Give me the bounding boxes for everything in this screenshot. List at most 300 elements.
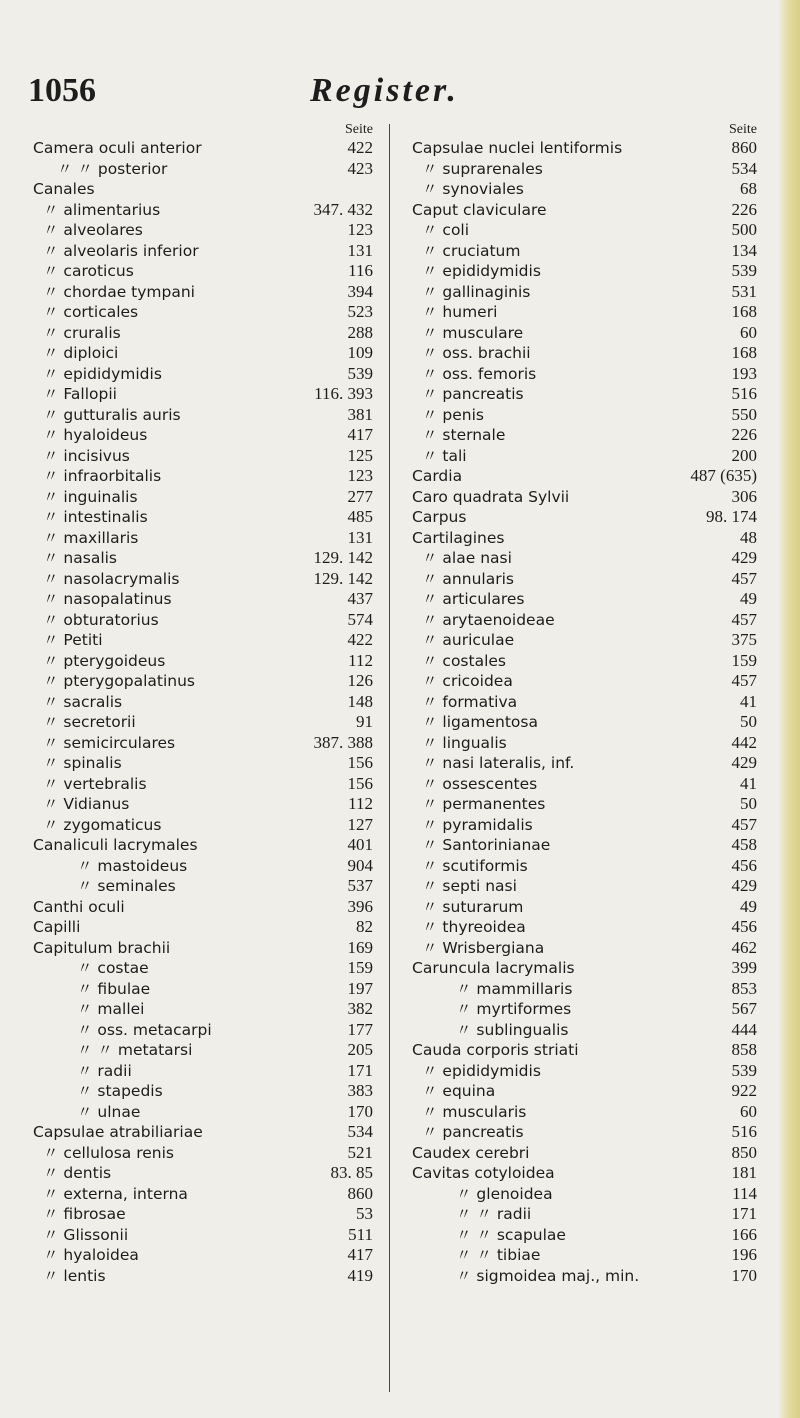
page-reference: 383 [347,1081,373,1100]
index-term: 〃 glenoidea [456,1184,553,1203]
page-reference: 537 [347,876,373,895]
index-term: 〃 pancreatis [422,385,524,403]
index-entry [33,1163,373,1184]
page-reference: 60 [740,322,757,342]
index-entry [412,651,757,672]
index-entry [33,323,373,344]
right-index-column [412,122,757,1286]
index-entry [412,159,757,180]
index-entry [33,220,373,241]
index-term: 〃 pancreatis [422,1123,524,1141]
index-entry [33,1102,373,1123]
index-entry [412,815,757,836]
index-term: 〃 costae [77,959,149,977]
index-term: 〃 pterygopalatinus [43,672,195,690]
index-term: 〃 myrtiformes [456,1000,572,1018]
index-entry [412,507,757,528]
index-entry [412,999,757,1020]
page-reference: 131 [347,527,373,547]
index-entry [33,876,373,897]
page-reference: 381 [347,404,373,424]
index-entry [33,610,373,631]
page-reference: 129. 142 [313,568,373,588]
index-entry [412,138,757,159]
index-term: Caudex cerebri [412,1143,530,1162]
page-reference: 82 [356,917,373,936]
index-term: 〃 cellulosa renis [43,1143,174,1162]
index-term: 〃 semicirculares [43,733,176,752]
index-term: Capitulum brachii [33,938,171,957]
page-reference: 485 [347,507,373,526]
page-header [28,72,768,112]
index-entry [412,630,757,651]
page-reference: 534 [347,1122,373,1141]
right-entries [412,138,757,1286]
index-entry [412,302,757,323]
index-entry [33,917,373,938]
index-entry [33,712,373,733]
index-entry [412,856,757,877]
page-reference: 166 [731,1224,757,1244]
page-reference: 539 [731,1060,757,1080]
index-term: 〃 fibulae [77,979,151,998]
index-entry [33,630,373,651]
index-term: 〃 nasalis [43,549,118,567]
index-entry [33,138,373,159]
page-reference: 429 [731,876,757,895]
index-term: Cartilagines [412,528,505,547]
index-entry [412,425,757,446]
page-reference: 109 [347,343,373,362]
page-reference: 394 [347,281,373,301]
index-term: 〃 costales [422,651,507,670]
index-entry [412,692,757,713]
page-reference: 442 [731,732,757,752]
page-reference: 134 [731,240,757,260]
index-term: 〃 Fallopii [43,385,117,403]
page-reference: 171 [347,1060,373,1080]
page-reference: 159 [731,650,757,670]
left-entries [33,138,373,1286]
index-term: 〃 infraorbitalis [43,467,162,485]
index-term: 〃 mammillaris [456,979,573,998]
index-entry [412,589,757,610]
page-reference: 521 [347,1142,373,1162]
index-entry [33,241,373,262]
page-reference: 49 [740,896,757,916]
index-term: 〃 humeri [422,303,498,321]
page-reference: 170 [347,1101,373,1121]
index-entry [412,466,757,487]
index-term: 〃 secretorii [43,713,136,731]
index-term: 〃 coli [422,221,470,239]
index-term: 〃 suprarenales [422,159,543,178]
page-reference: 170 [731,1265,757,1285]
page-reference: 401 [347,835,373,854]
index-entry [412,774,757,795]
page-reference: 168 [731,302,757,321]
index-term: Camera oculi anterior [33,139,202,157]
index-entry [412,835,757,856]
index-entry [412,446,757,467]
page-reference: 853 [731,978,757,998]
index-term: 〃 seminales [77,877,176,895]
index-entry [412,1225,757,1246]
index-entry [33,159,373,180]
page-reference: 159 [347,958,373,977]
page-reference: 860 [731,138,757,157]
index-term: 〃 pterygoideus [43,651,166,670]
index-term: 〃 penis [422,405,485,424]
index-term: 〃 sublingualis [456,1020,569,1039]
page-reference: 457 [731,814,757,834]
index-entry [33,405,373,426]
index-entry [412,261,757,282]
index-term: 〃 dentis [43,1164,112,1182]
index-entry [412,323,757,344]
index-entry [412,712,757,733]
index-term: 〃 oss. metacarpi [77,1020,212,1039]
page-reference: 156 [347,773,373,793]
page-reference: 500 [731,220,757,239]
index-term: 〃 oss. femoris [422,364,537,383]
index-entry [412,241,757,262]
index-term: 〃 nasopalatinus [43,590,172,608]
index-entry [33,507,373,528]
page-reference: 422 [347,138,373,157]
index-term: 〃 formativa [422,692,518,711]
index-term: 〃 zygomaticus [43,815,162,834]
page-reference: 306 [731,486,757,506]
page-reference: 457 [731,609,757,629]
index-entry [412,1102,757,1123]
page-reference: 437 [347,589,373,608]
index-entry [33,1204,373,1225]
page-reference: 129. 142 [313,548,373,567]
index-term: Canaliculi lacrymales [33,836,198,854]
page-reference: 539 [731,261,757,280]
index-entry [412,1163,757,1184]
index-entry [33,261,373,282]
page-reference: 462 [731,937,757,957]
index-term: Caput claviculare [412,200,547,219]
index-term: 〃 Vidianus [43,795,130,813]
index-entry [33,1266,373,1287]
page-reference: 858 [731,1040,757,1059]
index-entry [33,815,373,836]
index-entry [33,1020,373,1041]
index-entry [412,1245,757,1266]
page-reference: 387. 388 [313,732,373,752]
index-term: 〃 spinalis [43,754,122,772]
page-reference: 457 [731,671,757,690]
page-reference: 567 [731,999,757,1018]
index-entry [33,938,373,959]
page-reference: 131 [347,240,373,260]
index-entry [33,794,373,815]
index-entry [412,1266,757,1287]
index-term: 〃 sacralis [43,692,123,711]
index-term: Cardia [412,467,463,485]
index-term: 〃 〃 metatarsi [77,1041,193,1059]
index-entry [412,200,757,221]
index-term: 〃 suturarum [422,897,524,916]
page-reference: 417 [347,425,373,444]
index-term: 〃 mastoideus [77,856,188,875]
index-entry [33,589,373,610]
index-term: 〃 epididymidis [422,262,541,280]
index-term: 〃 lingualis [422,733,507,752]
index-term: Capsulae nuclei lentiformis [412,139,623,157]
index-term: 〃 alimentarius [43,200,161,219]
index-term: Canthi oculi [33,897,125,916]
index-term: 〃 ossescentes [422,774,538,793]
page-reference: 288 [347,322,373,342]
index-entry [33,200,373,221]
page-reference: 193 [731,363,757,383]
index-entry [412,569,757,590]
index-entry [33,692,373,713]
index-entry [412,487,757,508]
index-entry [412,1020,757,1041]
index-term: 〃 oss. brachii [422,344,531,362]
page-reference: 114 [732,1183,757,1203]
index-term: 〃 auriculae [422,631,515,649]
index-entry [33,1184,373,1205]
page-reference: 539 [347,363,373,383]
page-reference: 419 [347,1265,373,1285]
page-reference: 48 [740,527,757,547]
page-reference: 399 [731,958,757,977]
index-entry [33,979,373,1000]
index-term: Caro quadrata Sylvii [412,487,570,506]
index-entry [412,794,757,815]
index-term: Capsulae atrabiliariae [33,1123,203,1141]
page-reference: 574 [347,609,373,629]
index-entry [412,179,757,200]
index-term: 〃 mallei [77,1000,145,1018]
page-reference: 516 [731,1122,757,1141]
page-reference: 417 [347,1245,373,1264]
running-title: Register. [310,72,459,109]
page-reference: 523 [347,302,373,321]
page-reference: 550 [731,404,757,424]
index-term: 〃 〃 radii [456,1205,532,1223]
page-reference: 531 [731,281,757,301]
index-entry [33,384,373,405]
page-reference: 91 [356,712,373,731]
index-term: 〃 gutturalis auris [43,405,181,424]
page-reference: 196 [731,1245,757,1264]
index-term: 〃 muscularis [422,1102,527,1121]
page-reference: 904 [347,855,373,875]
index-term: Carpus [412,508,467,526]
index-entry [33,835,373,856]
index-entry [33,528,373,549]
page-reference: 126 [347,671,373,690]
column-divider [389,124,390,1392]
page-reference: 850 [731,1142,757,1162]
index-term: 〃 articulares [422,590,525,608]
index-term: 〃 stapedis [77,1082,163,1100]
index-entry [33,1143,373,1164]
index-term: 〃 hyaloideus [43,426,148,444]
index-entry [412,384,757,405]
page-reference: 125 [347,445,373,465]
index-entry [412,938,757,959]
index-term: Canales [33,180,95,198]
index-term: 〃 equina [422,1082,496,1100]
index-entry [412,733,757,754]
index-term: 〃 pyramidalis [422,815,533,834]
index-term: 〃 gallinaginis [422,282,531,301]
index-entry [33,958,373,979]
index-term: 〃 radii [77,1061,132,1080]
index-entry [33,999,373,1020]
page-reference: 156 [347,753,373,772]
index-term: 〃 externa, interna [43,1184,188,1203]
page-reference: 396 [347,896,373,916]
index-entry [33,282,373,303]
index-entry [33,1225,373,1246]
index-term: Cauda corporis striati [412,1041,579,1059]
index-term: 〃 cruralis [43,323,121,342]
index-term: 〃 inguinalis [43,487,138,506]
page-reference: 429 [731,548,757,567]
index-term: 〃 maxillaris [43,528,139,547]
page-reference: 181 [731,1163,757,1182]
index-entry [33,487,373,508]
page-reference: 444 [731,1019,757,1039]
page-reference: 60 [740,1101,757,1121]
index-entry [33,733,373,754]
page-reference: 205 [347,1040,373,1059]
index-term: 〃 〃 tibiae [456,1246,541,1264]
index-entry [412,1122,757,1143]
page-reference: 422 [347,630,373,649]
index-entry [412,1184,757,1205]
index-term: 〃 sternale [422,426,506,444]
page-reference: 456 [731,917,757,936]
index-term: 〃 cricoidea [422,672,513,690]
index-entry [33,1061,373,1082]
page-reference: 226 [731,199,757,219]
seite-label-left: Seite [345,122,373,137]
page-reference: 68 [740,179,757,198]
index-term: 〃 alae nasi [422,549,512,567]
index-term: 〃 〃 posterior [57,159,168,178]
page-reference: 922 [731,1081,757,1100]
index-term: 〃 〃 scapulae [456,1225,566,1244]
page-reference: 148 [347,691,373,711]
index-term: 〃 epididymidis [422,1061,541,1080]
page-reference: 423 [347,158,373,178]
page-reference: 169 [347,937,373,957]
index-term: 〃 diploici [43,344,119,362]
page-reference: 429 [731,753,757,772]
index-term: 〃 caroticus [43,262,134,280]
index-entry [33,856,373,877]
page-reference: 277 [347,486,373,506]
index-entry [412,753,757,774]
page-edge [778,0,800,1418]
index-term: 〃 incisivus [43,446,130,465]
index-entry [33,302,373,323]
index-term: 〃 Glissonii [43,1225,129,1244]
index-entry [412,1061,757,1082]
index-entry [412,979,757,1000]
index-term: Capilli [33,918,81,936]
page-reference: 516 [731,384,757,403]
index-entry [412,528,757,549]
page-reference: 112 [348,794,373,813]
seite-label-right: Seite [729,122,757,137]
index-term: 〃 intestinalis [43,508,148,526]
index-term: 〃 lentis [43,1266,106,1285]
index-entry [412,282,757,303]
index-entry [33,1122,373,1143]
index-entry [33,1040,373,1061]
index-term: 〃 vertebralis [43,774,147,793]
index-entry [412,1040,757,1061]
index-term: 〃 tali [422,446,467,465]
index-entry [412,1143,757,1164]
index-term: 〃 Wrisbergiana [422,938,545,957]
page-reference: 487 (635) [690,466,757,485]
page-reference: 534 [731,158,757,178]
index-entry [33,671,373,692]
index-entry [33,446,373,467]
page-reference: 98. 174 [706,507,757,526]
index-entry [33,897,373,918]
page-reference: 171 [731,1204,757,1223]
page-reference: 168 [731,343,757,362]
page-reference: 116 [348,261,373,280]
page-reference: 83. 85 [330,1163,373,1182]
index-entry [412,897,757,918]
index-entry [33,753,373,774]
index-term: 〃 ligamentosa [422,713,538,731]
index-term: 〃 fibrosae [43,1205,126,1223]
page-reference: 41 [740,773,757,793]
index-entry [33,774,373,795]
page-reference: 112 [348,650,373,670]
index-entry [412,610,757,631]
index-term: Caruncula lacrymalis [412,959,575,977]
index-term: 〃 sigmoidea maj., min. [456,1266,640,1285]
index-term: 〃 septi nasi [422,877,517,895]
page-reference: 382 [347,999,373,1018]
index-term: 〃 obturatorius [43,610,159,629]
index-entry [33,1081,373,1102]
page-reference: 41 [740,691,757,711]
index-entry [33,179,373,200]
page-reference: 347. 432 [313,199,373,219]
index-entry [412,405,757,426]
index-entry [412,364,757,385]
index-entry [33,343,373,364]
index-term: 〃 annularis [422,569,514,588]
index-entry [33,364,373,385]
index-term: 〃 arytaenoideae [422,610,555,629]
page-reference: 127 [347,814,373,834]
index-term: 〃 synoviales [422,180,524,198]
index-entry [412,917,757,938]
page-reference: 50 [740,712,757,731]
index-entry [33,425,373,446]
index-entry [412,220,757,241]
index-term: 〃 musculare [422,323,524,342]
